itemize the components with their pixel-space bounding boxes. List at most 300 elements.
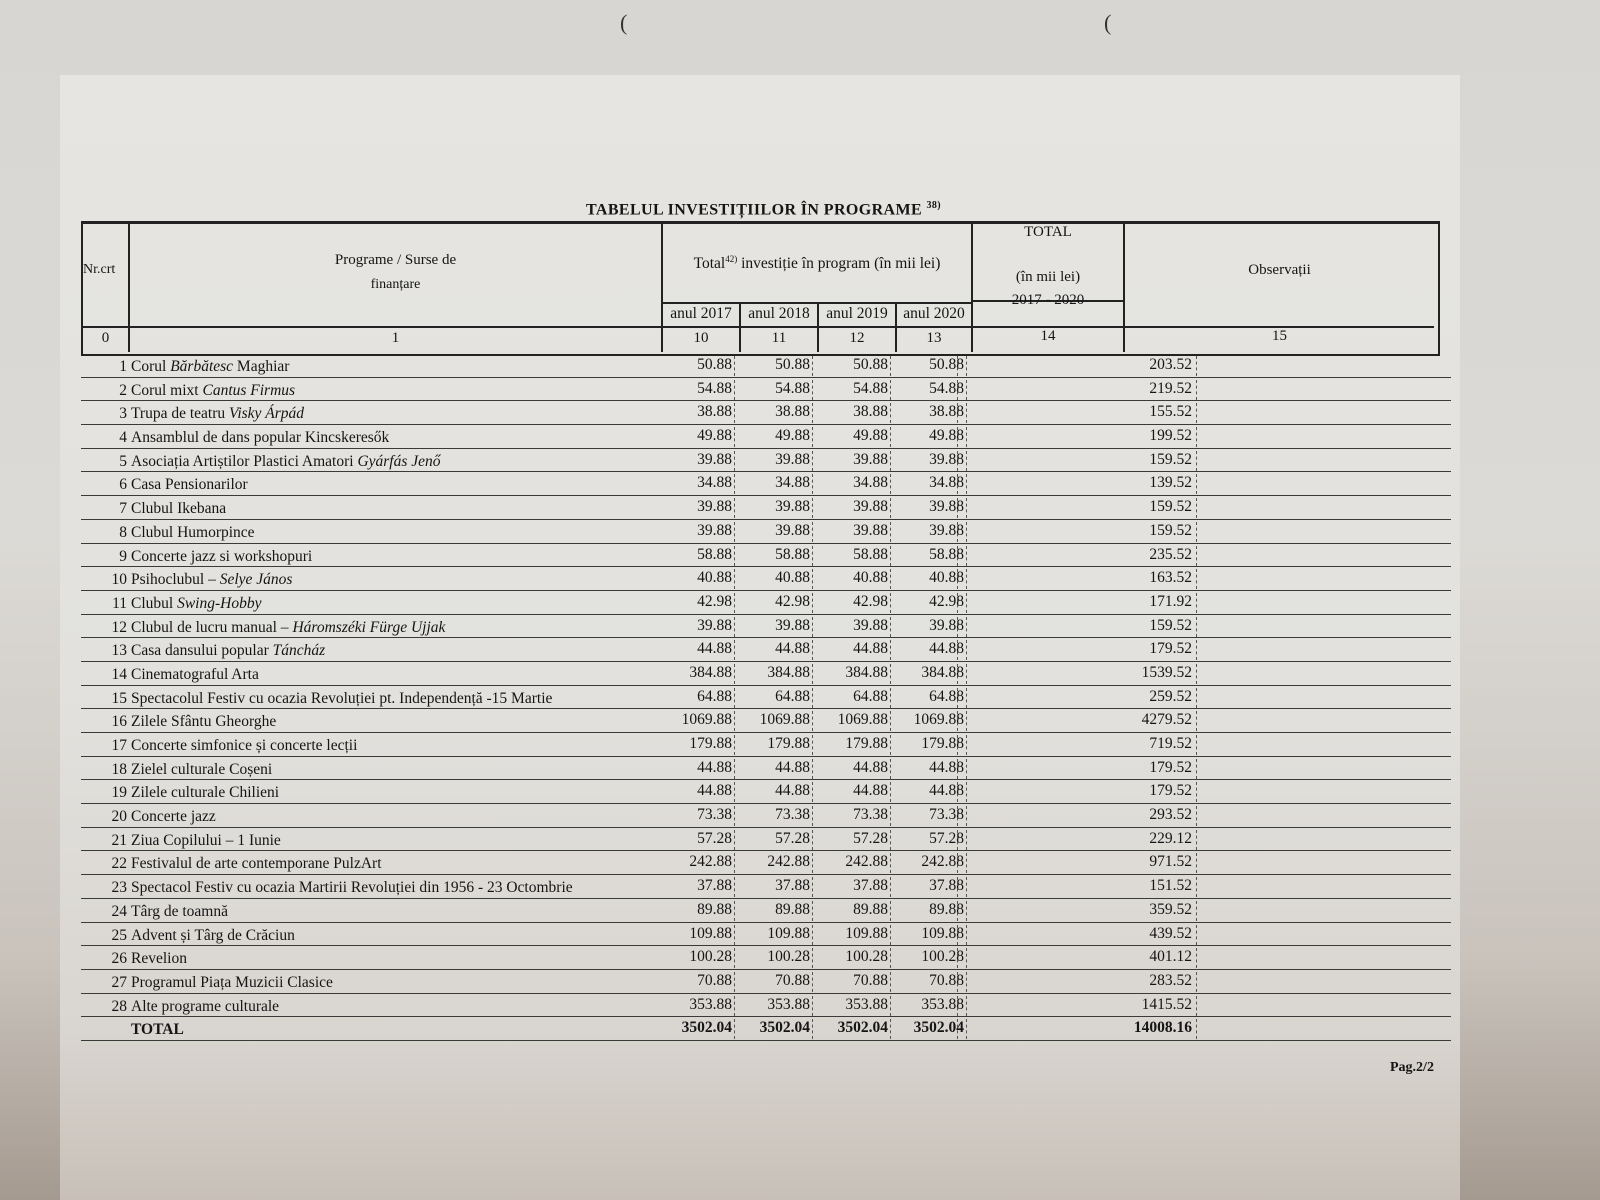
row-value-2018: 39.88 bbox=[739, 617, 813, 637]
header-programe-line2: finanțare bbox=[370, 277, 421, 292]
row-number: 13 bbox=[111, 642, 127, 660]
row-value-2019: 57.28 bbox=[817, 830, 891, 850]
row-total: 151.52 bbox=[957, 877, 1197, 897]
program-name-italic: Visky Árpád bbox=[229, 405, 305, 423]
row-value-2017: 39.88 bbox=[661, 617, 735, 637]
row-value-2020: 242.88 bbox=[893, 853, 967, 873]
row-total: 179.52 bbox=[957, 640, 1197, 660]
row-total: 259.52 bbox=[957, 688, 1197, 708]
row-program-name bbox=[131, 950, 187, 968]
program-name-text: Zielel culturale Coșeni bbox=[131, 760, 273, 778]
row-value-2020: 42.98 bbox=[893, 593, 967, 613]
program-name-text: Clubul de lucru manual – bbox=[131, 618, 293, 636]
row-value-2018: 49.88 bbox=[739, 427, 813, 447]
row-value-2017: 1069.88 bbox=[661, 711, 735, 731]
total-value-2018: 3502.04 bbox=[739, 1019, 813, 1039]
grand-total: 14008.16 bbox=[957, 1019, 1197, 1039]
row-value-2018: 1069.88 bbox=[739, 711, 813, 731]
row-value-2020: 54.88 bbox=[893, 380, 967, 400]
program-name-text: Zilele culturale Chilieni bbox=[131, 784, 280, 802]
table-row bbox=[81, 994, 1451, 1018]
row-value-2018: 64.88 bbox=[739, 688, 813, 708]
program-name-text: Ziua Copilului – 1 Iunie bbox=[131, 831, 281, 849]
table-row bbox=[81, 662, 1451, 686]
row-value-2017: 58.88 bbox=[661, 546, 735, 566]
document-title bbox=[586, 200, 941, 219]
row-value-2017: 39.88 bbox=[661, 522, 735, 542]
header-year-2017: anul 2017 bbox=[670, 305, 732, 322]
table-row bbox=[81, 567, 1451, 591]
row-total: 359.52 bbox=[957, 901, 1197, 921]
row-value-2017: 42.98 bbox=[661, 593, 735, 613]
row-program-name bbox=[131, 619, 445, 637]
row-total: 719.52 bbox=[957, 735, 1197, 755]
row-value-2018: 44.88 bbox=[739, 759, 813, 779]
row-total: 1539.52 bbox=[957, 664, 1197, 684]
table-row bbox=[81, 923, 1451, 947]
row-number: 4 bbox=[119, 429, 127, 447]
row-value-2019: 39.88 bbox=[817, 498, 891, 518]
header-total-investitie bbox=[663, 254, 971, 273]
row-value-2018: 179.88 bbox=[739, 735, 813, 755]
punch-hole-mark: ( bbox=[1104, 10, 1112, 35]
row-value-2017: 50.88 bbox=[661, 356, 735, 376]
row-number: 23 bbox=[111, 879, 127, 897]
row-value-2018: 89.88 bbox=[739, 901, 813, 921]
row-value-2019: 89.88 bbox=[817, 901, 891, 921]
row-program-name bbox=[131, 358, 289, 376]
row-total: 283.52 bbox=[957, 972, 1197, 992]
row-value-2020: 57.28 bbox=[893, 830, 967, 850]
row-program-name bbox=[131, 808, 216, 826]
program-name-text: Advent și Târg de Crăciun bbox=[131, 926, 295, 944]
row-number: 11 bbox=[112, 594, 127, 612]
row-value-2019: 37.88 bbox=[817, 877, 891, 897]
program-name-italic: Bărbătesc bbox=[170, 358, 234, 375]
table-row bbox=[81, 591, 1451, 615]
program-name-text: Concerte jazz si workshopuri bbox=[131, 547, 313, 565]
row-value-2018: 40.88 bbox=[739, 569, 813, 589]
row-program-name bbox=[131, 927, 295, 945]
program-name-text: Concerte jazz bbox=[131, 808, 216, 826]
row-value-2019: 50.88 bbox=[817, 356, 891, 376]
row-value-2018: 50.88 bbox=[739, 356, 813, 376]
row-program-name bbox=[131, 903, 228, 921]
row-number: 27 bbox=[111, 973, 127, 991]
table-header bbox=[81, 221, 1440, 356]
row-total: 179.52 bbox=[957, 782, 1197, 802]
row-value-2020: 39.88 bbox=[893, 522, 967, 542]
row-program-name bbox=[131, 855, 382, 873]
row-program-name bbox=[131, 453, 441, 471]
program-name-text: Concerte simfonice și concerte lecții bbox=[131, 737, 358, 754]
row-value-2019: 353.88 bbox=[817, 996, 891, 1016]
row-value-2017: 109.88 bbox=[661, 925, 735, 945]
row-program-name bbox=[131, 571, 292, 589]
table-row bbox=[81, 804, 1451, 828]
row-value-2020: 58.88 bbox=[893, 546, 967, 566]
program-name-text: Psihoclubul – bbox=[131, 571, 220, 589]
row-total: 179.52 bbox=[957, 759, 1197, 779]
row-number: 15 bbox=[111, 689, 127, 707]
program-name-text: Clubul Humorpince bbox=[131, 523, 255, 541]
program-name-italic: Gyárfás Jenő bbox=[357, 452, 441, 470]
header-total-label: TOTAL bbox=[1024, 224, 1072, 240]
colnum-12: 12 bbox=[849, 330, 865, 346]
row-program-name bbox=[131, 974, 333, 992]
row-value-2020: 39.88 bbox=[893, 498, 967, 518]
table-row bbox=[81, 354, 1451, 378]
row-value-2020: 1069.88 bbox=[893, 711, 967, 731]
row-value-2017: 384.88 bbox=[661, 664, 735, 684]
row-total: 199.52 bbox=[957, 427, 1197, 447]
program-name-text: Clubul bbox=[131, 594, 178, 612]
header-total bbox=[973, 224, 1123, 309]
row-value-2017: 70.88 bbox=[661, 972, 735, 992]
row-value-2018: 242.88 bbox=[739, 853, 813, 873]
header-observatii: Observații bbox=[1248, 262, 1311, 278]
program-name-italic: Swing-Hobby bbox=[177, 594, 262, 612]
row-number: 12 bbox=[111, 618, 127, 636]
row-value-2019: 73.38 bbox=[817, 806, 891, 826]
row-value-2018: 38.88 bbox=[739, 403, 813, 423]
table-row bbox=[81, 875, 1451, 899]
row-number: 8 bbox=[119, 523, 127, 541]
row-number: 25 bbox=[111, 926, 127, 944]
row-value-2017: 39.88 bbox=[661, 451, 735, 471]
row-value-2018: 109.88 bbox=[739, 925, 813, 945]
colnum-10: 10 bbox=[693, 330, 709, 346]
row-value-2018: 39.88 bbox=[739, 522, 813, 542]
row-value-2020: 89.88 bbox=[893, 901, 967, 921]
row-total: 971.52 bbox=[957, 853, 1197, 873]
row-total: 139.52 bbox=[957, 474, 1197, 494]
row-value-2019: 49.88 bbox=[817, 427, 891, 447]
row-value-2018: 353.88 bbox=[739, 996, 813, 1016]
row-value-2017: 100.28 bbox=[661, 948, 735, 968]
row-value-2019: 44.88 bbox=[817, 640, 891, 660]
header-total-rest: investiție în program (în mii lei) bbox=[741, 255, 941, 273]
program-name-italic: Háromszéki Fürge Ujjak bbox=[292, 618, 446, 636]
row-value-2020: 353.88 bbox=[893, 996, 967, 1016]
row-value-2020: 100.28 bbox=[893, 948, 967, 968]
header-total-sup: 42) bbox=[725, 254, 738, 264]
table-row bbox=[81, 520, 1451, 544]
row-program-name bbox=[131, 500, 226, 518]
row-number: 26 bbox=[111, 950, 127, 968]
row-value-2020: 109.88 bbox=[893, 925, 967, 945]
header-total-years: 2017 - 2020 bbox=[1011, 292, 1085, 308]
row-value-2020: 39.88 bbox=[893, 617, 967, 637]
program-name-text: Spectacolul Festiv cu ocazia Revoluției pt. Independență -15 Martie bbox=[131, 689, 553, 707]
row-total: 1415.52 bbox=[957, 996, 1197, 1016]
table-row bbox=[81, 780, 1451, 804]
row-total: 4279.52 bbox=[957, 711, 1197, 731]
table-row bbox=[81, 733, 1451, 757]
row-value-2020: 38.88 bbox=[893, 403, 967, 423]
header-programe bbox=[130, 252, 661, 293]
row-value-2020: 73.38 bbox=[893, 806, 967, 826]
row-value-2017: 44.88 bbox=[661, 782, 735, 802]
program-name-italic: Cantus Firmus bbox=[202, 381, 296, 399]
row-total: 401.12 bbox=[957, 948, 1197, 968]
row-value-2018: 34.88 bbox=[739, 474, 813, 494]
row-number: 22 bbox=[111, 855, 127, 873]
row-program-name bbox=[131, 595, 261, 613]
row-value-2019: 70.88 bbox=[817, 972, 891, 992]
row-value-2017: 54.88 bbox=[661, 380, 735, 400]
row-number: 21 bbox=[111, 831, 127, 849]
row-value-2017: 57.28 bbox=[661, 830, 735, 850]
row-total: 235.52 bbox=[957, 546, 1197, 566]
row-program-name bbox=[131, 405, 304, 423]
row-value-2019: 39.88 bbox=[817, 522, 891, 542]
header-year-2020: anul 2020 bbox=[903, 305, 965, 322]
row-value-2020: 179.88 bbox=[893, 735, 967, 755]
row-value-2018: 42.98 bbox=[739, 593, 813, 613]
row-value-2020: 49.88 bbox=[893, 427, 967, 447]
table-body bbox=[81, 354, 1451, 1041]
row-value-2019: 1069.88 bbox=[817, 711, 891, 731]
row-value-2017: 34.88 bbox=[661, 474, 735, 494]
header-total-word: Total bbox=[693, 255, 726, 273]
total-row bbox=[81, 1017, 1451, 1041]
row-value-2017: 89.88 bbox=[661, 901, 735, 921]
row-value-2017: 242.88 bbox=[661, 853, 735, 873]
table-row bbox=[81, 946, 1451, 970]
row-program-name bbox=[131, 737, 357, 755]
row-value-2020: 44.88 bbox=[893, 759, 967, 779]
title-footnote: 38) bbox=[926, 200, 942, 211]
table-row bbox=[81, 544, 1451, 568]
row-value-2017: 44.88 bbox=[661, 759, 735, 779]
program-name-suffix: Maghiar bbox=[233, 358, 290, 375]
colnum-13: 13 bbox=[926, 330, 942, 346]
table-row bbox=[81, 851, 1451, 875]
row-value-2017: 353.88 bbox=[661, 996, 735, 1016]
table-row bbox=[81, 899, 1451, 923]
row-value-2018: 39.88 bbox=[739, 451, 813, 471]
row-program-name bbox=[131, 666, 259, 684]
row-value-2020: 384.88 bbox=[893, 664, 967, 684]
row-value-2017: 38.88 bbox=[661, 403, 735, 423]
header-total-unit: (în mii lei) bbox=[1015, 269, 1081, 285]
table-row bbox=[81, 709, 1451, 733]
row-total: 155.52 bbox=[957, 403, 1197, 423]
row-value-2018: 54.88 bbox=[739, 380, 813, 400]
row-value-2019: 179.88 bbox=[817, 735, 891, 755]
row-value-2017: 179.88 bbox=[661, 735, 735, 755]
row-total: 159.52 bbox=[957, 498, 1197, 518]
program-name-text: Festivalul de arte contemporane PulzArt bbox=[131, 855, 382, 873]
row-value-2020: 64.88 bbox=[893, 688, 967, 708]
program-name-text: Ansamblul de dans popular Kincskeresők bbox=[131, 429, 390, 447]
colnum-11: 11 bbox=[771, 330, 787, 346]
row-number: 19 bbox=[111, 784, 127, 802]
row-number: 6 bbox=[119, 476, 127, 494]
table-row bbox=[81, 757, 1451, 781]
row-value-2020: 44.88 bbox=[893, 640, 967, 660]
row-value-2018: 100.28 bbox=[739, 948, 813, 968]
program-name-text: Casa Pensionarilor bbox=[131, 476, 248, 494]
total-value-2020: 3502.04 bbox=[893, 1019, 967, 1039]
row-value-2020: 44.88 bbox=[893, 782, 967, 802]
header-nr: Nr.crt bbox=[83, 262, 116, 277]
table-row bbox=[81, 425, 1451, 449]
row-number: 17 bbox=[111, 737, 127, 754]
program-name-text: Târg de toamnă bbox=[131, 902, 228, 920]
row-value-2020: 70.88 bbox=[893, 972, 967, 992]
row-value-2017: 73.38 bbox=[661, 806, 735, 826]
row-program-name bbox=[131, 998, 279, 1016]
row-total: 163.52 bbox=[957, 569, 1197, 589]
row-number: 16 bbox=[111, 713, 127, 731]
row-program-name bbox=[131, 713, 276, 731]
table-row bbox=[81, 496, 1451, 520]
row-total: 171.92 bbox=[957, 593, 1197, 613]
table-row bbox=[81, 378, 1451, 402]
row-value-2018: 44.88 bbox=[739, 640, 813, 660]
row-value-2019: 44.88 bbox=[817, 759, 891, 779]
row-number: 7 bbox=[119, 500, 127, 518]
row-number: 20 bbox=[111, 808, 127, 826]
row-value-2017: 39.88 bbox=[661, 498, 735, 518]
row-program-name bbox=[131, 524, 255, 542]
row-number: 5 bbox=[119, 452, 127, 470]
table-row bbox=[81, 970, 1451, 994]
row-program-name bbox=[131, 761, 272, 779]
row-value-2017: 40.88 bbox=[661, 569, 735, 589]
row-value-2019: 42.98 bbox=[817, 593, 891, 613]
row-number: 10 bbox=[111, 571, 127, 589]
row-number: 24 bbox=[111, 902, 127, 920]
row-value-2018: 44.88 bbox=[739, 782, 813, 802]
row-value-2020: 34.88 bbox=[893, 474, 967, 494]
row-program-name bbox=[131, 548, 312, 566]
row-program-name bbox=[131, 476, 248, 494]
row-program-name bbox=[131, 429, 389, 447]
table-row bbox=[81, 686, 1451, 710]
program-name-text: Spectacol Festiv cu ocazia Martirii Revoluției din 1956 - 23 Octombrie bbox=[131, 879, 573, 897]
row-number: 28 bbox=[111, 997, 127, 1015]
row-number: 18 bbox=[111, 760, 127, 778]
program-name-text: Clubul Ikebana bbox=[131, 500, 227, 518]
row-program-name bbox=[131, 642, 325, 660]
program-name-text: Alte programe culturale bbox=[131, 997, 280, 1015]
table-row bbox=[81, 615, 1451, 639]
row-number: 1 bbox=[119, 358, 127, 375]
row-value-2018: 73.38 bbox=[739, 806, 813, 826]
row-value-2017: 44.88 bbox=[661, 640, 735, 660]
row-value-2019: 39.88 bbox=[817, 451, 891, 471]
program-name-text: Cinematograful Arta bbox=[131, 665, 259, 683]
row-total: 159.52 bbox=[957, 522, 1197, 542]
row-value-2019: 34.88 bbox=[817, 474, 891, 494]
row-value-2019: 109.88 bbox=[817, 925, 891, 945]
table-row bbox=[81, 401, 1451, 425]
total-value-2019: 3502.04 bbox=[817, 1019, 891, 1039]
program-name-text: Revelion bbox=[131, 950, 187, 968]
colnum-0: 0 bbox=[101, 330, 110, 346]
program-name-text: Corul mixt bbox=[131, 381, 203, 399]
program-name-text: Corul bbox=[131, 358, 171, 375]
table-row bbox=[81, 638, 1451, 662]
total-label: TOTAL bbox=[131, 1021, 184, 1039]
program-name-text: Trupa de teatru bbox=[131, 405, 230, 423]
colnum-15: 15 bbox=[1272, 328, 1287, 344]
row-value-2020: 37.88 bbox=[893, 877, 967, 897]
row-value-2019: 58.88 bbox=[817, 546, 891, 566]
row-number: 2 bbox=[119, 381, 127, 399]
row-value-2020: 40.88 bbox=[893, 569, 967, 589]
row-total: 159.52 bbox=[957, 617, 1197, 637]
row-value-2017: 49.88 bbox=[661, 427, 735, 447]
program-name-text: Casa dansului popular bbox=[131, 642, 273, 660]
row-value-2018: 39.88 bbox=[739, 498, 813, 518]
row-value-2020: 50.88 bbox=[893, 356, 967, 376]
total-value-2017: 3502.04 bbox=[661, 1019, 735, 1039]
row-value-2018: 37.88 bbox=[739, 877, 813, 897]
row-value-2017: 37.88 bbox=[661, 877, 735, 897]
program-name-text: Zilele Sfântu Gheorghe bbox=[131, 713, 277, 731]
table-row bbox=[81, 828, 1451, 852]
program-name-text: Asociația Artiștilor Plastici Amatori bbox=[131, 452, 358, 470]
row-value-2018: 57.28 bbox=[739, 830, 813, 850]
row-number: 9 bbox=[119, 547, 127, 565]
row-value-2018: 384.88 bbox=[739, 664, 813, 684]
row-value-2018: 58.88 bbox=[739, 546, 813, 566]
row-value-2019: 39.88 bbox=[817, 617, 891, 637]
colnum-14: 14 bbox=[1040, 328, 1056, 344]
row-number: 3 bbox=[119, 405, 127, 423]
row-program-name bbox=[131, 832, 281, 850]
row-total: 439.52 bbox=[957, 925, 1197, 945]
row-program-name bbox=[131, 784, 279, 802]
row-program-name bbox=[131, 879, 573, 897]
row-value-2019: 242.88 bbox=[817, 853, 891, 873]
row-program-name bbox=[131, 690, 552, 708]
row-value-2019: 38.88 bbox=[817, 403, 891, 423]
header-programe-line1: Programe / Surse de bbox=[334, 252, 457, 268]
program-name-italic: Táncház bbox=[272, 642, 326, 660]
table-row bbox=[81, 472, 1451, 496]
row-total: 293.52 bbox=[957, 806, 1197, 826]
row-total: 203.52 bbox=[957, 356, 1197, 376]
row-value-2019: 384.88 bbox=[817, 664, 891, 684]
row-value-2019: 54.88 bbox=[817, 380, 891, 400]
title-text: TABELUL INVESTIȚIILOR ÎN PROGRAME bbox=[586, 201, 923, 219]
row-value-2018: 70.88 bbox=[739, 972, 813, 992]
row-total: 159.52 bbox=[957, 451, 1197, 471]
row-total: 219.52 bbox=[957, 380, 1197, 400]
row-value-2019: 64.88 bbox=[817, 688, 891, 708]
row-total: 229.12 bbox=[957, 830, 1197, 850]
program-name-italic: Selye János bbox=[219, 571, 293, 589]
row-number: 14 bbox=[111, 665, 127, 683]
table-row bbox=[81, 449, 1451, 473]
row-value-2019: 100.28 bbox=[817, 948, 891, 968]
page-number: Pag.2/2 bbox=[1390, 1060, 1434, 1075]
row-value-2019: 44.88 bbox=[817, 782, 891, 802]
header-year-2019: anul 2019 bbox=[826, 305, 888, 322]
header-year-2018: anul 2018 bbox=[748, 305, 810, 322]
program-name-text: Programul Piața Muzicii Clasice bbox=[131, 973, 333, 991]
row-value-2019: 40.88 bbox=[817, 569, 891, 589]
row-value-2017: 64.88 bbox=[661, 688, 735, 708]
punch-hole-mark: ( bbox=[620, 10, 628, 35]
row-value-2020: 39.88 bbox=[893, 451, 967, 471]
colnum-1: 1 bbox=[391, 330, 400, 346]
